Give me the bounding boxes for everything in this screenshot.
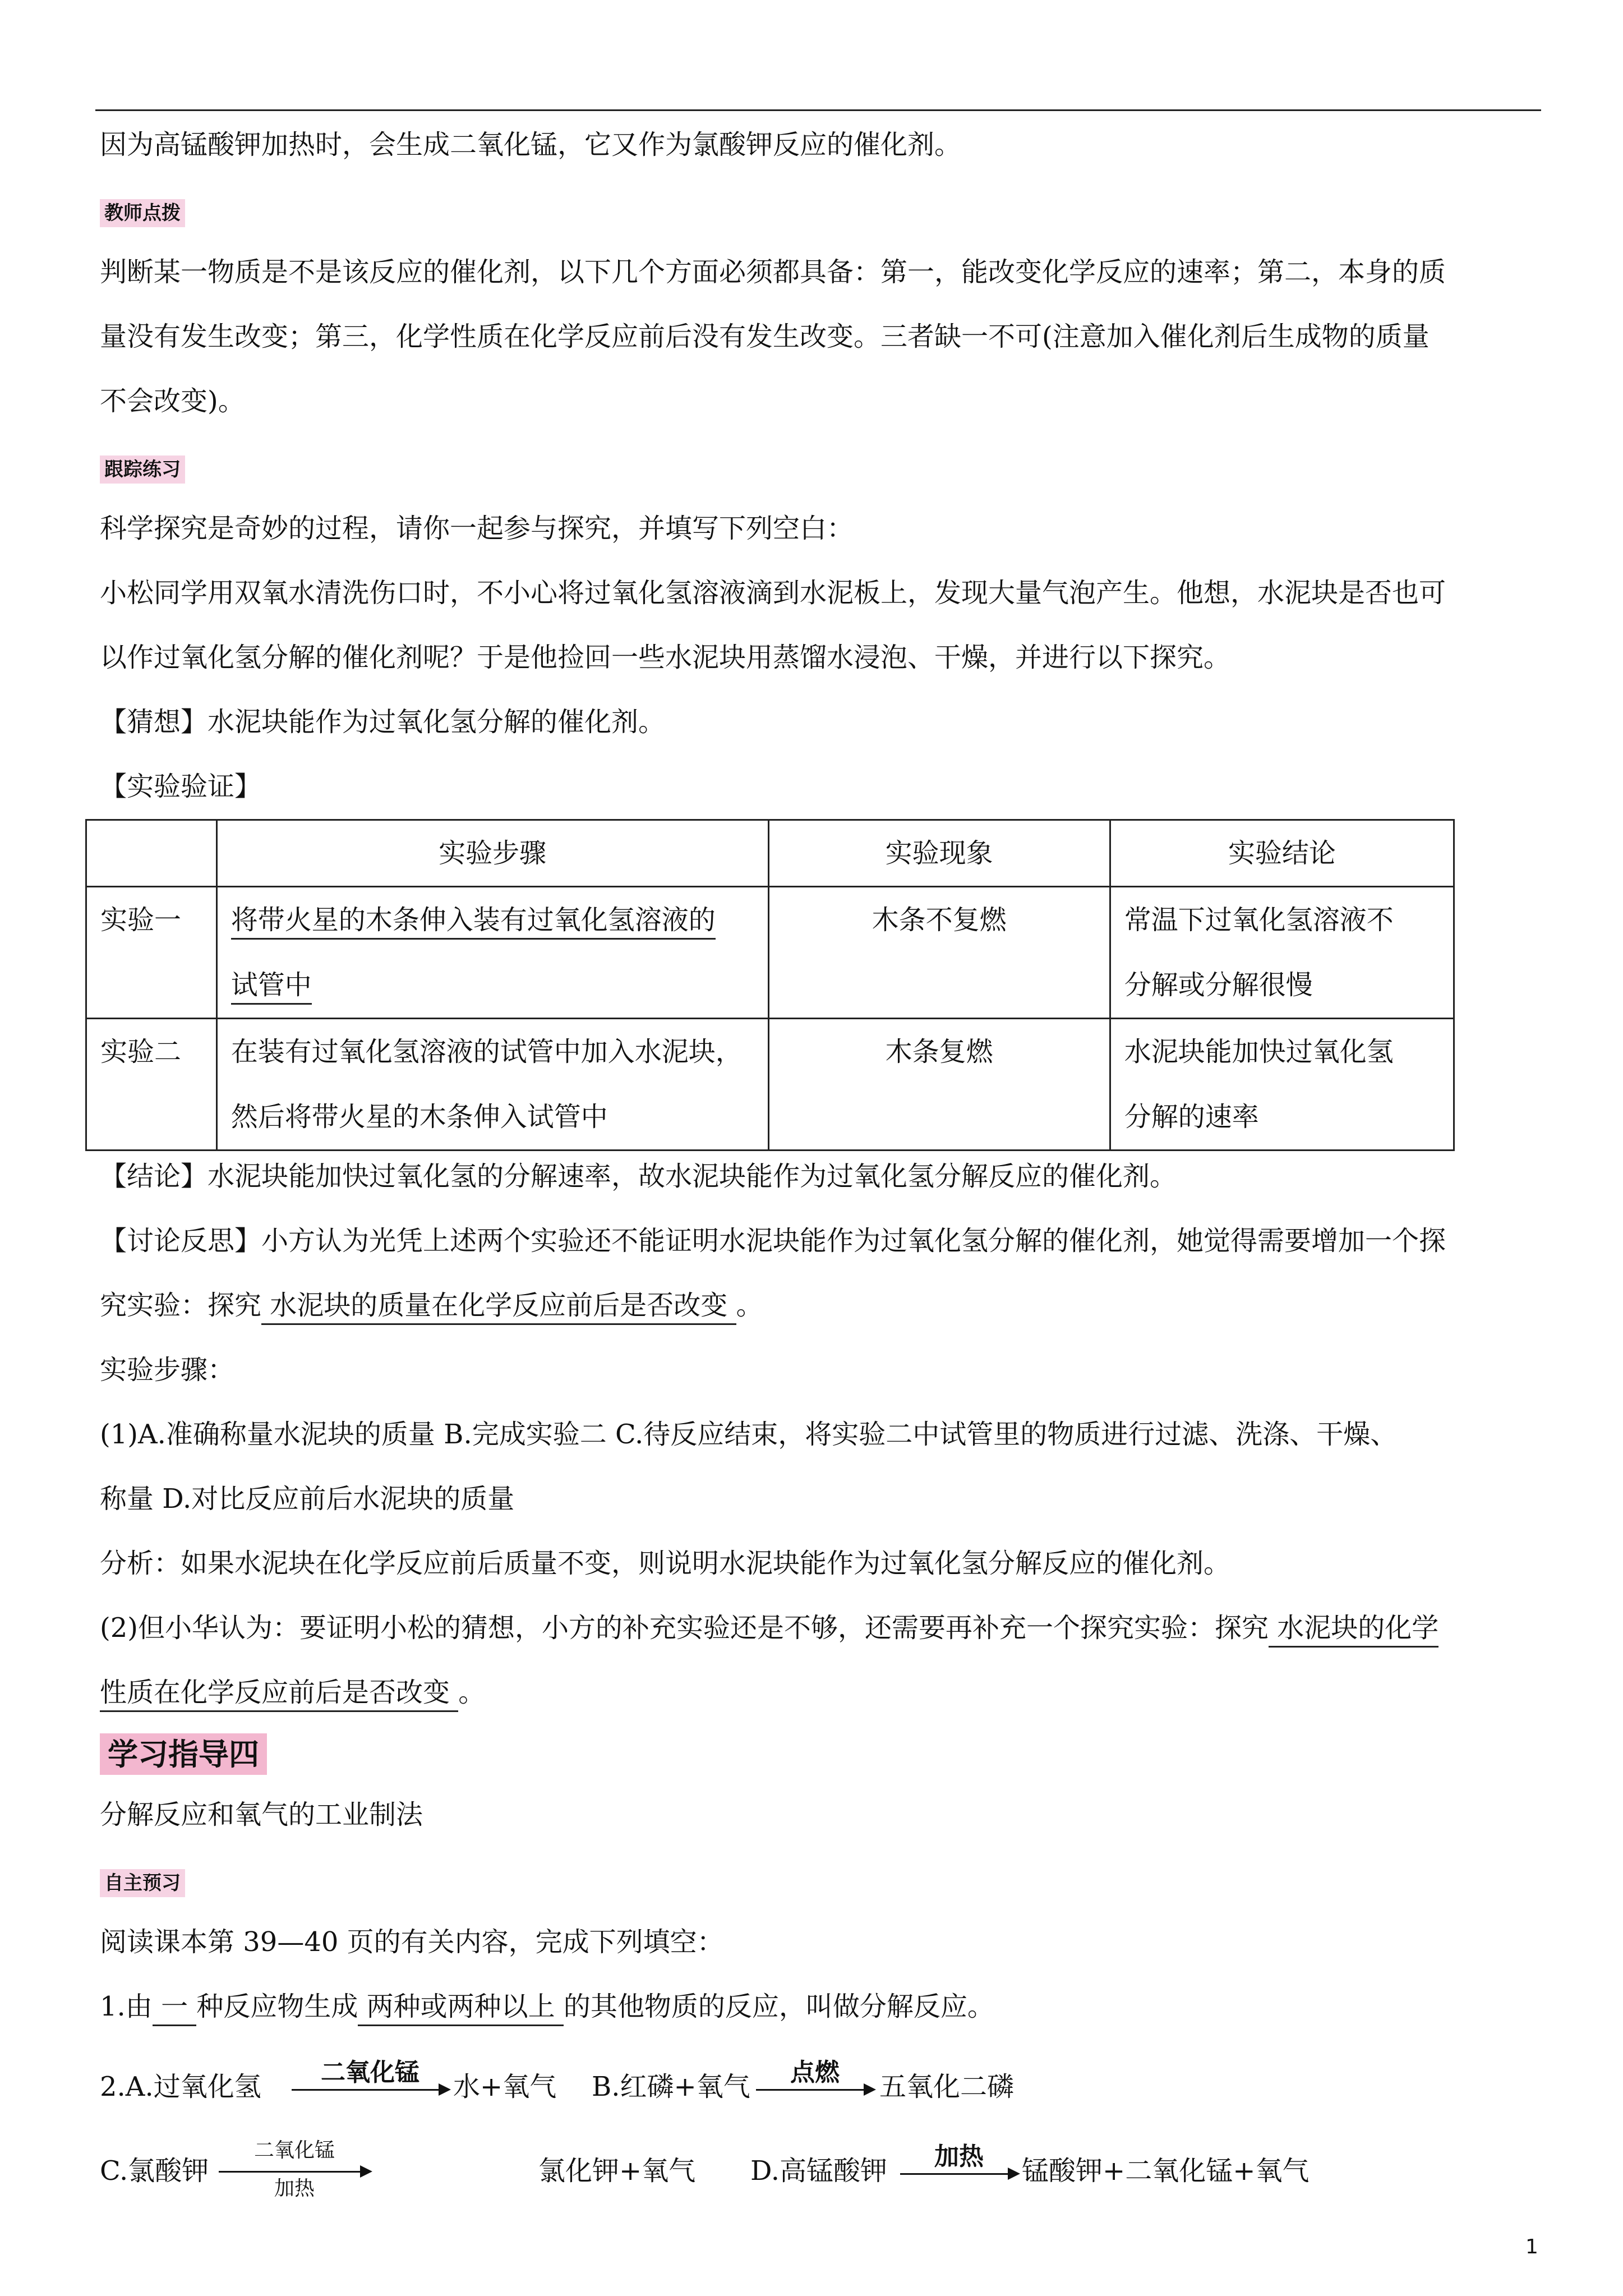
fill-in-line: 1.由 一 种反应物生成 两种或两种以上 的其他物质的反应，叫做分解反应。 bbox=[100, 1990, 994, 2023]
equation-a-product: 水+氧气 bbox=[453, 2071, 557, 2102]
table-row bbox=[86, 887, 1454, 1019]
equation-d-reactant: D.高锰酸钾 bbox=[750, 2155, 888, 2187]
text-line: 【讨论反思】小方认为光凭上述两个实验还不能证明水泥块能作为过氧化氢分解的催化剂，她觉得需要增加一个探 bbox=[100, 1225, 1446, 1257]
preview-label: 自主预习 bbox=[100, 1869, 185, 1897]
equation-c-condition-top: 二氧化锰 bbox=[253, 2139, 335, 2162]
equation-d-condition: 加热 bbox=[934, 2142, 984, 2171]
text-line: 以作过氧化氢分解的催化剂呢？于是他捡回一些水泥块用蒸馏水浸泡、干燥，并进行以下探究。 bbox=[100, 642, 1231, 673]
table-header-cell: 实验现象 bbox=[768, 820, 1110, 887]
text-line: 称量 D.对比反应前后水泥块的质量 bbox=[100, 1483, 515, 1515]
equation-a-condition: 二氧化锰 bbox=[321, 2058, 419, 2087]
table-header-cell: 实验结论 bbox=[1110, 820, 1454, 887]
teacher-tip-label: 教师点拨 bbox=[100, 199, 185, 227]
equation-c-product: 氯化钾+氧气 bbox=[538, 2155, 696, 2187]
text-line: 不会改变)。 bbox=[100, 385, 245, 417]
experiment-phenomenon: 木条不复燃 bbox=[768, 887, 1110, 1019]
equation-b-product: 五氧化二磷 bbox=[879, 2071, 1015, 2102]
experiment-name: 实验二 bbox=[86, 1019, 217, 1151]
equation-d-product: 锰酸钾+二氧化锰+氧气 bbox=[1022, 2155, 1310, 2187]
guess-line: 【猜想】水泥块能作为过氧化氢分解的催化剂。 bbox=[100, 706, 666, 738]
answer-blank: 水泥块的化学 bbox=[1269, 1612, 1438, 1648]
text-line: 量没有发生改变；第三，化学性质在化学反应前后没有发生改变。三者缺一不可(注意加入催化剂后生成物的质量 bbox=[100, 321, 1430, 352]
experiment-conclusion: 水泥块能加快过氧化氢 分解的速率 bbox=[1110, 1019, 1454, 1151]
answer-blank: 水泥块的质量在化学反应前后是否改变 bbox=[261, 1290, 736, 1325]
verify-line: 【实验验证】 bbox=[100, 771, 262, 802]
answer-blank: 一 bbox=[153, 1991, 197, 2026]
reaction-arrow bbox=[756, 2089, 874, 2091]
experiment-phenomenon: 木条复燃 bbox=[768, 1019, 1110, 1151]
text-line: 科学探究是奇妙的过程，请你一起参与探究，并填写下列空白： bbox=[100, 513, 854, 544]
table-header-row bbox=[86, 820, 1454, 887]
reaction-arrow bbox=[219, 2171, 370, 2173]
analysis-line: 分析：如果水泥块在化学反应前后质量不变，则说明水泥块能作为过氧化氢分解反应的催化剂。 bbox=[100, 1548, 1231, 1579]
text-line: 因为高锰酸钾加热时，会生成二氧化锰，它又作为氯酸钾反应的催化剂。 bbox=[100, 129, 962, 160]
conclusion-line: 【结论】水泥块能加快过氧化氢的分解速率，故水泥块能作为过氧化氢分解反应的催化剂。 bbox=[100, 1161, 1177, 1192]
text-line: 判断某一物质是不是该反应的催化剂，以下几个方面必须都具备：第一，能改变化学反应的速率；第二，本身的质 bbox=[100, 256, 1446, 288]
section-heading: 学习指导四 bbox=[100, 1733, 267, 1775]
experiment-name: 实验一 bbox=[86, 887, 217, 1019]
equation-b-condition: 点燃 bbox=[790, 2058, 840, 2087]
practice-label: 跟踪练习 bbox=[100, 455, 185, 484]
experiment-conclusion: 常温下过氧化氢溶液不 分解或分解很慢 bbox=[1110, 887, 1454, 1019]
equation-c-reactant: C.氯酸钾 bbox=[100, 2155, 209, 2187]
equation-b-reactant: B.红磷+氧气 bbox=[592, 2071, 750, 2102]
experiment-table bbox=[85, 819, 1455, 1151]
text-line: (2)但小华认为：要证明小松的猜想，小方的补充实验还是不够，还需要再补充一个探究实验：探究 水泥块的化学 bbox=[100, 1611, 1438, 1645]
header-rule bbox=[95, 109, 1541, 111]
experiment-step: 在装有过氧化氢溶液的试管中加入水泥块， 然后将带火星的木条伸入试管中 bbox=[216, 1019, 768, 1151]
experiment-step bbox=[216, 887, 768, 1019]
text-line: (1)A.准确称量水泥块的质量 B.完成实验二 C.待反应结束，将实验二中试管里的物质进行过滤、洗涤、干燥、 bbox=[100, 1419, 1398, 1450]
page-number: 1 bbox=[1525, 2235, 1538, 2258]
reaction-arrow bbox=[900, 2173, 1018, 2175]
table-header-cell bbox=[86, 820, 217, 887]
answer-text: 将带火星的木条伸入装有过氧化氢溶液的 bbox=[231, 904, 716, 940]
answer-text: 试管中 bbox=[231, 969, 312, 1005]
answer-blank: 两种或两种以上 bbox=[358, 1991, 564, 2026]
equation-a-reactant: 2.A.过氧化氢 bbox=[100, 2071, 261, 2102]
reaction-arrow bbox=[292, 2089, 449, 2091]
text-line: 阅读课本第 39—40 页的有关内容，完成下列填空： bbox=[100, 1926, 724, 1958]
answer-blank: 性质在化学反应前后是否改变 bbox=[100, 1677, 458, 1712]
table-row bbox=[86, 1019, 1454, 1151]
equation-c-condition-bottom: 加热 bbox=[274, 2177, 315, 2200]
text-line: 究实验：探究 水泥块的质量在化学反应前后是否改变 。 bbox=[100, 1289, 763, 1322]
text-line: 小松同学用双氧水清洗伤口时，不小心将过氧化氢溶液滴到水泥板上，发现大量气泡产生。他想，水泥块是否也可 bbox=[100, 577, 1446, 609]
topic-line: 分解反应和氧气的工业制法 bbox=[100, 1799, 423, 1830]
text-line: 性质在化学反应前后是否改变 。 bbox=[100, 1676, 485, 1709]
text-line: 实验步骤： bbox=[100, 1354, 235, 1386]
table-header-cell: 实验步骤 bbox=[216, 820, 768, 887]
